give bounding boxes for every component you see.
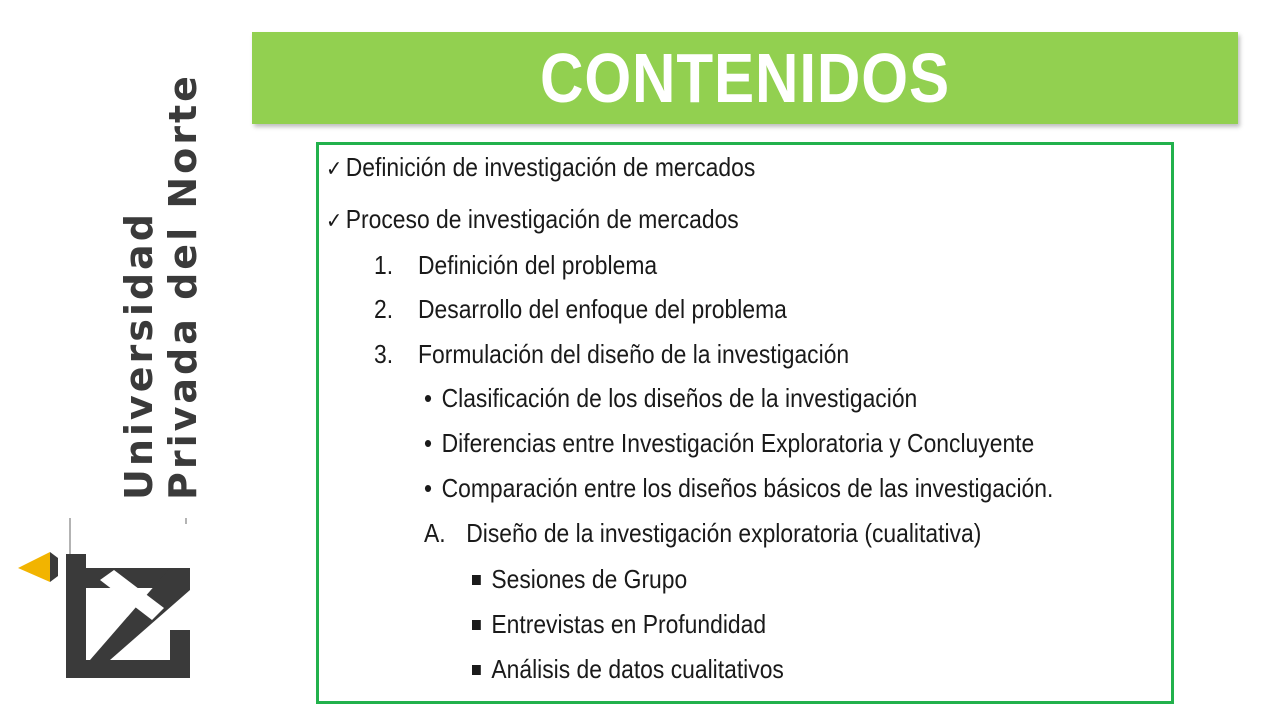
bullet-item: • Diferencias entre Investigación Exploratoria y Concluyente [424, 428, 1035, 458]
square-bullet-icon [472, 575, 481, 585]
lettered-item: A. Diseño de la investigación exploratoria (cualitativa) [424, 518, 982, 548]
checkmark-icon: ✓ [326, 157, 343, 182]
square-bullet-icon [472, 620, 481, 630]
numbered-item: 1. Definición del problema [374, 250, 658, 280]
square-bullet-icon [472, 665, 481, 675]
logo-mark-icon [14, 510, 204, 685]
list-item: ✓ Definición de investigación de mercados [326, 152, 756, 182]
brand-line-1: Universidad [117, 211, 161, 500]
brand-line-2: Privada del Norte [161, 73, 205, 500]
sub-item: Análisis de datos cualitativos [472, 654, 784, 685]
bullet-icon: • [424, 473, 433, 503]
bullet-item: • Comparación entre los diseños básicos de las investigación. [424, 473, 1054, 503]
bullet-icon: • [424, 428, 433, 458]
list-item: ✓ Proceso de investigación de mercados [326, 204, 739, 234]
checkmark-icon: ✓ [326, 209, 343, 234]
numbered-item: 2. Desarrollo del enfoque del problema [374, 294, 787, 324]
university-logo [0, 0, 240, 720]
sub-item: Entrevistas en Profundidad [472, 609, 766, 640]
bullet-icon: • [424, 383, 433, 413]
bullet-item: • Clasificación de los diseños de la investigación [424, 383, 918, 413]
numbered-item: 3. Formulación del diseño de la investigación [374, 339, 850, 369]
page-title: CONTENIDOS [540, 39, 950, 117]
brand-wordmark [117, 73, 205, 500]
title-banner [252, 32, 1238, 124]
sub-item: Sesiones de Grupo [472, 564, 687, 595]
